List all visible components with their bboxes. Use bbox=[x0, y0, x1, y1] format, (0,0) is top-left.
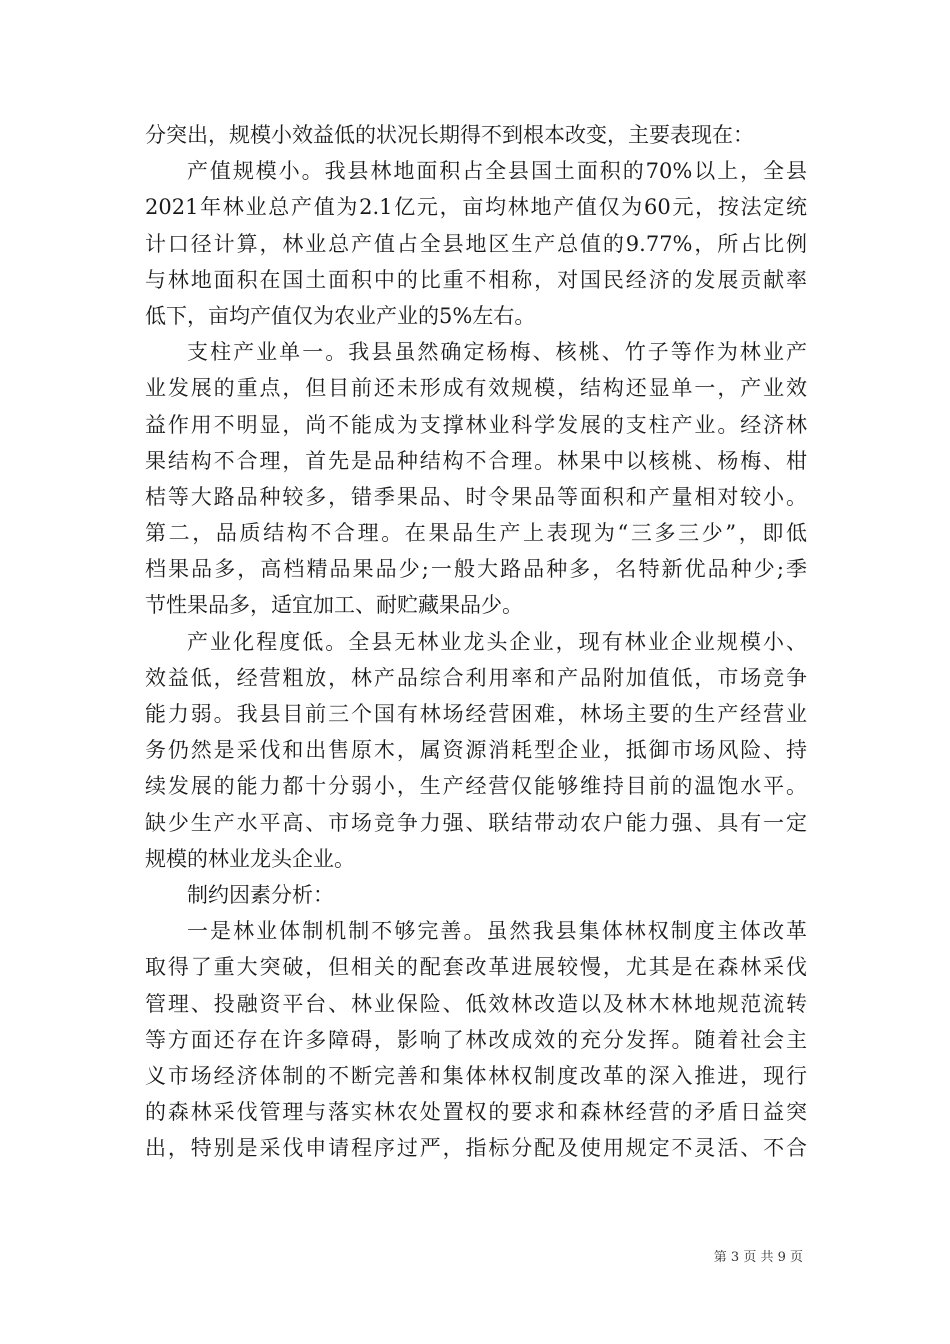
document-body bbox=[145, 117, 807, 1166]
text-line: 产业化程度低。全县无林业龙头企业，现有林业企业规模小、 bbox=[187, 629, 807, 654]
text-line: 档果品多，高档精品果品少;一般大路品种多，名特新优品种少;季 bbox=[145, 557, 807, 582]
text-line: 续发展的能力都十分弱小，生产经营仅能够维持目前的温饱水平。 bbox=[145, 774, 807, 799]
text-line: 的森林采伐管理与落实林农处置权的要求和森林经营的矛盾日益突 bbox=[145, 1100, 807, 1125]
text-line: 效益低，经营粗放，林产品综合利用率和产品附加值低，市场竞争 bbox=[145, 665, 807, 690]
text-line: 桔等大路品种较多，错季果品、时令果品等面积和产量相对较小。 bbox=[145, 484, 807, 509]
text-line: 计口径计算，林业总产值占全县地区生产总值的9.77%，所占比例 bbox=[145, 231, 807, 256]
text-line: 缺少生产水平高、市场竞争力强、联结带动农户能力强、具有一定 bbox=[145, 810, 807, 835]
text-line: 等方面还存在许多障碍，影响了林改成效的充分发挥。随着社会主 bbox=[145, 1027, 807, 1052]
text-line: 分突出，规模小效益低的状况长期得不到根本改变，主要表现在： bbox=[145, 123, 754, 147]
text-line: 取得了重大突破，但相关的配套改革进展较慢，尤其是在森林采伐 bbox=[145, 955, 807, 980]
text-line: 低下，亩均产值仅为农业产业的5%左右。 bbox=[145, 303, 536, 328]
page-footer: 第 3 页 共 9 页 bbox=[713, 1250, 803, 1265]
text-line: 2021年林业总产值为2.1亿元，亩均林地产值仅为60元，按法定统 bbox=[145, 195, 807, 220]
text-line: 务仍然是采伐和出售原木，属资源消耗型企业，抵御市场风险、持 bbox=[145, 738, 807, 763]
text-line: 能力弱。我县目前三个国有林场经营困难，林场主要的生产经营业 bbox=[145, 702, 807, 726]
text-line: 制约因素分析： bbox=[187, 882, 334, 907]
text-line: 益作用不明显，尚不能成为支撑林业科学发展的支柱产业。经济林 bbox=[145, 412, 807, 437]
text-line: 出，特别是采伐申请程序过严，指标分配及使用规定不灵活、不合 bbox=[145, 1136, 807, 1161]
text-line: 管理、投融资平台、林业保险、低效林改造以及林木林地规范流转 bbox=[145, 991, 807, 1016]
text-line: 业发展的重点，但目前还未形成有效规模，结构还显单一，产业效 bbox=[145, 376, 807, 401]
text-line: 支柱产业单一。我县虽然确定杨梅、核桃、竹子等作为林业产 bbox=[187, 340, 807, 365]
text-line: 果结构不合理，首先是品种结构不合理。林果中以核桃、杨梅、柑 bbox=[145, 448, 807, 473]
text-line: 节性果品多，适宜加工、耐贮藏果品少。 bbox=[145, 593, 523, 618]
text-line: 产值规模小。我县林地面积占全县国土面积的70%以上，全县 bbox=[187, 159, 807, 184]
text-line: 义市场经济体制的不断完善和集体林权制度改革的深入推进，现行 bbox=[145, 1063, 807, 1088]
text-line: 第二，品质结构不合理。在果品生产上表现为“三多三少”，即低 bbox=[145, 521, 807, 546]
text-line: 规模的林业龙头企业。 bbox=[145, 846, 355, 871]
text-line: 一是林业体制机制不够完善。虽然我县集体林权制度主体改革 bbox=[187, 919, 807, 944]
text-line: 与林地面积在国土面积中的比重不相称，对国民经济的发展贡献率 bbox=[145, 267, 807, 292]
